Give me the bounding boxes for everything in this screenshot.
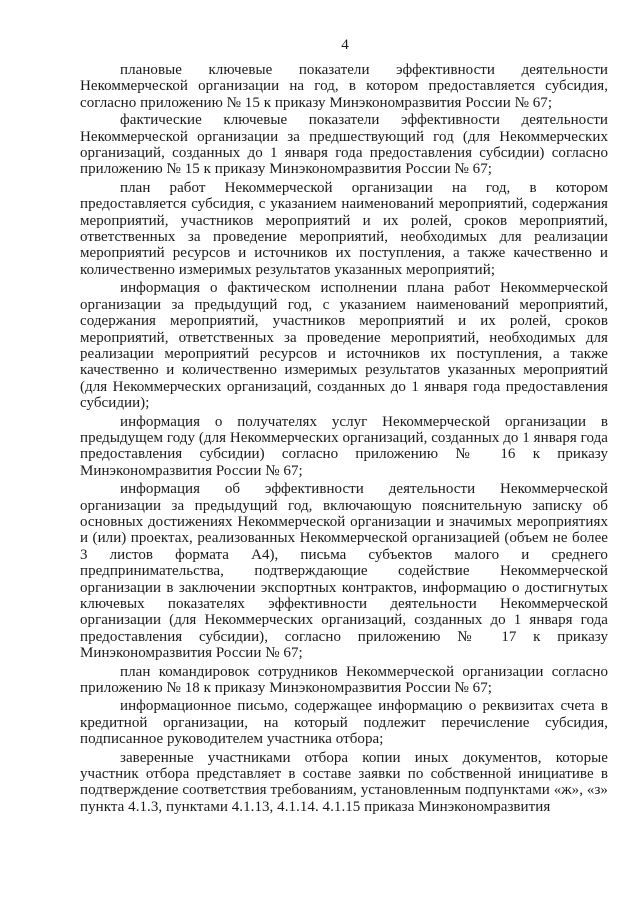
paragraph-work-plan: план работ Некоммерческой организации на год, в котором предоставляется субсидия, с указанием наименований мероприятий, содержания мероприятий, участников мероприятий и их ролей, сроков мероприятий, ответственных за проведение мероприятий, необходимых для реализации мероприятий ресурсов и источников их поступления, а также качественно и количественно измеримых результатов указанных мероприятий; — [80, 179, 608, 278]
paragraph-other-documents: заверенные участниками отбора копии иных документов, которые участник отбора представляет в составе заявки по собственной инициативе в подтверждение соответствия требованиям, установленным подпунктами «ж», «з» пункта 4.1.3, пунктами 4.1.13, 4.1.14. 4.1.15 приказа Минэкономразвития — [80, 749, 608, 815]
document-body — [80, 62, 608, 817]
paragraph-actual-kpi: фактические ключевые показатели эффективности деятельности Некоммерческой организации за предшествующий год (для Некоммерческих организаций, созданных до 1 января года предоставления субсидии) согласно приложению № 15 к приказу Минэкономразвития России № 67; — [80, 112, 608, 178]
page-number: 4 — [341, 37, 349, 53]
paragraph-plan-execution: информация о фактическом исполнении плана работ Некоммерческой организации за предыдущий год, с указанием наименований мероприятий, содержания мероприятий, участников мероприятий и их ролей, сроков мероприятий, ответственных за проведение мероприятий, необходимых для реализации мероприятий ресурсов и источников их поступления, а также качественно и количественно измеримых результатов указанных мероприятий (для Некоммерческих организаций, созданных до 1 января года предоставления субсидии); — [80, 280, 608, 412]
paragraph-bank-details: информационное письмо, содержащее информацию о реквизитах счета в кредитной организации, на который подлежит перечисление субсидия, подписанное руководителем участника отбора; — [80, 698, 608, 748]
paragraph-service-recipients: информация о получателях услуг Некоммерческой организации в предыдущем году (для Некоммерческих организаций, созданных до 1 января года предоставления субсидии) согласно приложению № 16 к приказу Минэкономразвития России № 67; — [80, 413, 608, 479]
paragraph-planned-kpi: плановые ключевые показатели эффективности деятельности Некоммерческой организации на год, в котором предоставляется субсидия, согласно приложению № 15 к приказу Минэкономразвития России № 67; — [80, 62, 608, 111]
paragraph-business-trips: план командировок сотрудников Некоммерческой организации согласно приложению № 18 к приказу Минэкономразвития России № 67; — [80, 663, 608, 697]
paragraph-efficiency-info: информация об эффективности деятельности Некоммерческой организации за предыдущий год, включающую пояснительную записку об основных достижениях Некоммерческой организации и значимых мероприятиях и (или) проектах, реализованных Некоммерческой организацией (объем не более 3 листов формата А4), письма субъектов малого и среднего предпринимательства, подтверждающие содействие Некоммерческой организации в заключении экспортных контрактов, информацию о достигнутых ключевых показателях эффективности деятельности Некоммерческой организации (для Некоммерческих организаций, созданных до 1 января года предоставления субсидии), согласно приложению № 17 к приказу Минэкономразвития России № 67; — [80, 481, 608, 662]
